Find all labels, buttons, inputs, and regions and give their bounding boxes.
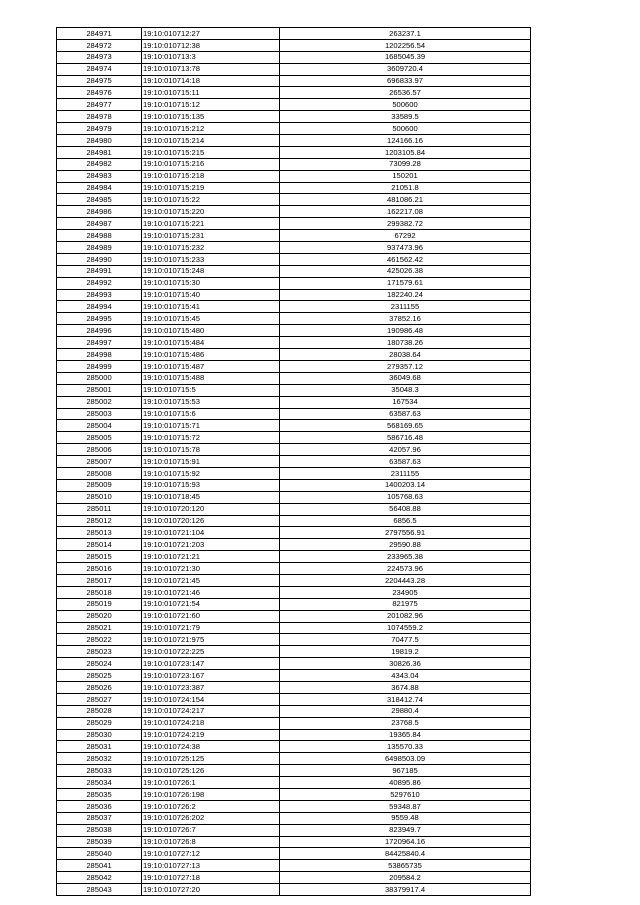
table-row — [57, 634, 531, 646]
value-cell: 481086.21 — [280, 194, 531, 206]
value-cell: 263237.1 — [280, 28, 531, 40]
row-id-cell: 285026 — [57, 681, 142, 693]
cadastral-number-cell: 19:10:010713:3 — [142, 51, 280, 63]
table-row — [57, 194, 531, 206]
cadastral-number-cell: 19:10:010726:198 — [142, 789, 280, 801]
cadastral-number-cell: 19:10:010715:215 — [142, 146, 280, 158]
value-cell: 279357.12 — [280, 360, 531, 372]
table-row — [57, 824, 531, 836]
row-id-cell: 285012 — [57, 515, 142, 527]
cadastral-number-cell: 19:10:010715:486 — [142, 349, 280, 361]
table-row — [57, 539, 531, 551]
table-row — [57, 51, 531, 63]
row-id-cell: 285037 — [57, 812, 142, 824]
row-id-cell: 285022 — [57, 634, 142, 646]
table-row — [57, 75, 531, 87]
row-id-cell: 284976 — [57, 87, 142, 99]
cadastral-number-cell: 19:10:010715:233 — [142, 253, 280, 265]
cadastral-number-cell: 19:10:010727:20 — [142, 884, 280, 896]
table-row — [57, 551, 531, 563]
row-id-cell: 285025 — [57, 670, 142, 682]
table-row — [57, 479, 531, 491]
table-row — [57, 503, 531, 515]
value-cell: 63587.63 — [280, 408, 531, 420]
row-id-cell: 285019 — [57, 598, 142, 610]
value-cell: 1203105.84 — [280, 146, 531, 158]
value-cell: 30826.36 — [280, 658, 531, 670]
cadastral-number-cell: 19:10:010715:218 — [142, 170, 280, 182]
row-id-cell: 285040 — [57, 848, 142, 860]
cadastral-number-cell: 19:10:010715:484 — [142, 337, 280, 349]
table-row — [57, 527, 531, 539]
value-cell: 135570.33 — [280, 741, 531, 753]
cadastral-number-cell: 19:10:010726:1 — [142, 777, 280, 789]
cadastral-number-cell: 19:10:010715:41 — [142, 301, 280, 313]
value-cell: 29880.4 — [280, 705, 531, 717]
row-id-cell: 285035 — [57, 789, 142, 801]
table-row — [57, 884, 531, 896]
value-cell: 2204443.28 — [280, 574, 531, 586]
table-row — [57, 396, 531, 408]
row-id-cell: 284990 — [57, 253, 142, 265]
cadastral-number-cell: 19:10:010725:125 — [142, 753, 280, 765]
row-id-cell: 285010 — [57, 491, 142, 503]
cadastral-number-cell: 19:10:010727:13 — [142, 860, 280, 872]
table-row — [57, 836, 531, 848]
row-id-cell: 284982 — [57, 158, 142, 170]
table-row — [57, 349, 531, 361]
value-cell: 233965.38 — [280, 551, 531, 563]
row-id-cell: 284987 — [57, 218, 142, 230]
value-cell: 3674.88 — [280, 681, 531, 693]
row-id-cell: 284975 — [57, 75, 142, 87]
cadastral-number-cell: 19:10:010721:975 — [142, 634, 280, 646]
table-row — [57, 87, 531, 99]
value-cell: 224573.96 — [280, 563, 531, 575]
row-id-cell: 285023 — [57, 646, 142, 658]
value-cell: 26536.57 — [280, 87, 531, 99]
value-cell: 190986.48 — [280, 325, 531, 337]
table-row — [57, 420, 531, 432]
table-row — [57, 753, 531, 765]
value-cell: 6856.5 — [280, 515, 531, 527]
table-row — [57, 586, 531, 598]
value-cell: 2311155 — [280, 301, 531, 313]
value-cell: 29590.88 — [280, 539, 531, 551]
cadastral-number-cell: 19:10:010721:203 — [142, 539, 280, 551]
table-row — [57, 360, 531, 372]
cadastral-number-cell: 19:10:010715:78 — [142, 444, 280, 456]
value-cell: 73099.28 — [280, 158, 531, 170]
row-id-cell: 285036 — [57, 800, 142, 812]
value-cell: 3609720.4 — [280, 63, 531, 75]
table-row — [57, 170, 531, 182]
value-cell: 299382.72 — [280, 218, 531, 230]
cadastral-number-cell: 19:10:010724:154 — [142, 693, 280, 705]
table-row — [57, 456, 531, 468]
row-id-cell: 284991 — [57, 265, 142, 277]
cadastral-number-cell: 19:10:010724:217 — [142, 705, 280, 717]
value-cell: 2311155 — [280, 467, 531, 479]
value-cell: 21051.8 — [280, 182, 531, 194]
cadastral-number-cell: 19:10:010712:27 — [142, 28, 280, 40]
row-id-cell: 284998 — [57, 349, 142, 361]
table-row — [57, 39, 531, 51]
cadastral-number-cell: 19:10:010723:147 — [142, 658, 280, 670]
cadastral-number-cell: 19:10:010714:18 — [142, 75, 280, 87]
table-row — [57, 289, 531, 301]
table-row — [57, 265, 531, 277]
row-id-cell: 284973 — [57, 51, 142, 63]
value-cell: 38379917.4 — [280, 884, 531, 896]
table-row — [57, 598, 531, 610]
row-id-cell: 285015 — [57, 551, 142, 563]
table-body — [57, 28, 531, 896]
table-row — [57, 408, 531, 420]
cadastral-number-cell: 19:10:010715:248 — [142, 265, 280, 277]
value-cell: 19819.2 — [280, 646, 531, 658]
value-cell: 5297610 — [280, 789, 531, 801]
table-row — [57, 765, 531, 777]
row-id-cell: 284996 — [57, 325, 142, 337]
row-id-cell: 284994 — [57, 301, 142, 313]
cadastral-number-cell: 19:10:010724:38 — [142, 741, 280, 753]
row-id-cell: 284999 — [57, 360, 142, 372]
table-row — [57, 693, 531, 705]
value-cell: 171579.61 — [280, 277, 531, 289]
row-id-cell: 285018 — [57, 586, 142, 598]
table-row — [57, 384, 531, 396]
table-row — [57, 337, 531, 349]
value-cell: 40895.86 — [280, 777, 531, 789]
cadastral-number-cell: 19:10:010726:2 — [142, 800, 280, 812]
value-cell: 823949.7 — [280, 824, 531, 836]
row-id-cell: 285006 — [57, 444, 142, 456]
value-cell: 425026.38 — [280, 265, 531, 277]
cadastral-number-cell: 19:10:010712:38 — [142, 39, 280, 51]
cadastral-number-cell: 19:10:010715:92 — [142, 467, 280, 479]
row-id-cell: 284979 — [57, 123, 142, 135]
value-cell: 36049.68 — [280, 372, 531, 384]
value-cell: 209584.2 — [280, 872, 531, 884]
table-row — [57, 658, 531, 670]
table-row — [57, 800, 531, 812]
table-row — [57, 182, 531, 194]
cadastral-number-cell: 19:10:010715:212 — [142, 123, 280, 135]
value-cell: 1202256.54 — [280, 39, 531, 51]
cadastral-number-cell: 19:10:010721:21 — [142, 551, 280, 563]
cadastral-number-cell: 19:10:010721:54 — [142, 598, 280, 610]
cadastral-number-cell: 19:10:010715:488 — [142, 372, 280, 384]
row-id-cell: 285000 — [57, 372, 142, 384]
value-cell: 53865735 — [280, 860, 531, 872]
value-cell: 2797556.91 — [280, 527, 531, 539]
value-cell: 586716.48 — [280, 432, 531, 444]
value-cell: 56408.88 — [280, 503, 531, 515]
table-row — [57, 372, 531, 384]
row-id-cell: 284972 — [57, 39, 142, 51]
row-id-cell: 285024 — [57, 658, 142, 670]
table-row — [57, 860, 531, 872]
row-id-cell: 285021 — [57, 622, 142, 634]
cadastral-number-cell: 19:10:010720:126 — [142, 515, 280, 527]
cadastral-number-cell: 19:10:010715:232 — [142, 242, 280, 254]
row-id-cell: 285027 — [57, 693, 142, 705]
cadastral-number-cell: 19:10:010726:7 — [142, 824, 280, 836]
cadastral-number-cell: 19:10:010715:221 — [142, 218, 280, 230]
value-cell: 33589.5 — [280, 111, 531, 123]
table-row — [57, 28, 531, 40]
row-id-cell: 285029 — [57, 717, 142, 729]
row-id-cell: 285017 — [57, 574, 142, 586]
value-cell: 1400203.14 — [280, 479, 531, 491]
table-row — [57, 646, 531, 658]
table-row — [57, 111, 531, 123]
table-row — [57, 848, 531, 860]
table-row — [57, 610, 531, 622]
row-id-cell: 285008 — [57, 467, 142, 479]
table-row — [57, 313, 531, 325]
table-row — [57, 622, 531, 634]
table-row — [57, 253, 531, 265]
value-cell: 70477.5 — [280, 634, 531, 646]
row-id-cell: 284980 — [57, 135, 142, 147]
cadastral-number-cell: 19:10:010721:30 — [142, 563, 280, 575]
table-row — [57, 206, 531, 218]
data-table — [56, 27, 531, 896]
table-row — [57, 872, 531, 884]
value-cell: 67292 — [280, 230, 531, 242]
value-cell: 1074559.2 — [280, 622, 531, 634]
row-id-cell: 285030 — [57, 729, 142, 741]
row-id-cell: 284992 — [57, 277, 142, 289]
value-cell: 35048.3 — [280, 384, 531, 396]
value-cell: 42057.96 — [280, 444, 531, 456]
table-row — [57, 432, 531, 444]
cadastral-number-cell: 19:10:010715:6 — [142, 408, 280, 420]
cadastral-number-cell: 19:10:010715:480 — [142, 325, 280, 337]
row-id-cell: 285013 — [57, 527, 142, 539]
value-cell: 461562.42 — [280, 253, 531, 265]
cadastral-number-cell: 19:10:010715:5 — [142, 384, 280, 396]
value-cell: 59348.87 — [280, 800, 531, 812]
cadastral-number-cell: 19:10:010720:120 — [142, 503, 280, 515]
row-id-cell: 285028 — [57, 705, 142, 717]
cadastral-number-cell: 19:10:010715:231 — [142, 230, 280, 242]
row-id-cell: 285032 — [57, 753, 142, 765]
table-row — [57, 325, 531, 337]
value-cell: 500600 — [280, 123, 531, 135]
row-id-cell: 284997 — [57, 337, 142, 349]
row-id-cell: 284993 — [57, 289, 142, 301]
value-cell: 180738.26 — [280, 337, 531, 349]
cadastral-number-cell: 19:10:010721:79 — [142, 622, 280, 634]
cadastral-number-cell: 19:10:010715:12 — [142, 99, 280, 111]
row-id-cell: 284989 — [57, 242, 142, 254]
cadastral-number-cell: 19:10:010725:126 — [142, 765, 280, 777]
table-row — [57, 301, 531, 313]
value-cell: 937473.96 — [280, 242, 531, 254]
table-row — [57, 563, 531, 575]
row-id-cell: 284985 — [57, 194, 142, 206]
cadastral-number-cell: 19:10:010715:71 — [142, 420, 280, 432]
table-row — [57, 741, 531, 753]
table-row — [57, 146, 531, 158]
cadastral-number-cell: 19:10:010715:487 — [142, 360, 280, 372]
table-row — [57, 135, 531, 147]
row-id-cell: 285043 — [57, 884, 142, 896]
row-id-cell: 284983 — [57, 170, 142, 182]
table-row — [57, 515, 531, 527]
table-row — [57, 444, 531, 456]
table-row — [57, 230, 531, 242]
value-cell: 167534 — [280, 396, 531, 408]
row-id-cell: 285041 — [57, 860, 142, 872]
row-id-cell: 284988 — [57, 230, 142, 242]
cadastral-number-cell: 19:10:010726:202 — [142, 812, 280, 824]
value-cell: 84425840.4 — [280, 848, 531, 860]
table-row — [57, 777, 531, 789]
value-cell: 150201 — [280, 170, 531, 182]
cadastral-number-cell: 19:10:010722:225 — [142, 646, 280, 658]
table-row — [57, 681, 531, 693]
cadastral-number-cell: 19:10:010715:40 — [142, 289, 280, 301]
table-row — [57, 729, 531, 741]
row-id-cell: 284981 — [57, 146, 142, 158]
cadastral-number-cell: 19:10:010715:22 — [142, 194, 280, 206]
value-cell: 124166.16 — [280, 135, 531, 147]
cadastral-number-cell: 19:10:010715:220 — [142, 206, 280, 218]
row-id-cell: 285039 — [57, 836, 142, 848]
row-id-cell: 284974 — [57, 63, 142, 75]
row-id-cell: 285004 — [57, 420, 142, 432]
cadastral-number-cell: 19:10:010727:12 — [142, 848, 280, 860]
table-row — [57, 467, 531, 479]
row-id-cell: 285002 — [57, 396, 142, 408]
row-id-cell: 284978 — [57, 111, 142, 123]
cadastral-number-cell: 19:10:010718:45 — [142, 491, 280, 503]
cadastral-number-cell: 19:10:010715:72 — [142, 432, 280, 444]
value-cell: 23768.5 — [280, 717, 531, 729]
value-cell: 105768.63 — [280, 491, 531, 503]
cadastral-number-cell: 19:10:010715:135 — [142, 111, 280, 123]
cadastral-number-cell: 19:10:010715:45 — [142, 313, 280, 325]
row-id-cell: 285042 — [57, 872, 142, 884]
value-cell: 162217.08 — [280, 206, 531, 218]
row-id-cell: 285014 — [57, 539, 142, 551]
cadastral-number-cell: 19:10:010715:219 — [142, 182, 280, 194]
row-id-cell: 285011 — [57, 503, 142, 515]
table-row — [57, 717, 531, 729]
row-id-cell: 284971 — [57, 28, 142, 40]
value-cell: 1685045.39 — [280, 51, 531, 63]
cadastral-number-cell: 19:10:010715:93 — [142, 479, 280, 491]
row-id-cell: 285009 — [57, 479, 142, 491]
row-id-cell: 285020 — [57, 610, 142, 622]
table-row — [57, 789, 531, 801]
cadastral-number-cell: 19:10:010713:78 — [142, 63, 280, 75]
cadastral-number-cell: 19:10:010715:214 — [142, 135, 280, 147]
row-id-cell: 285007 — [57, 456, 142, 468]
value-cell: 201082.96 — [280, 610, 531, 622]
table-row — [57, 670, 531, 682]
cadastral-number-cell: 19:10:010715:53 — [142, 396, 280, 408]
row-id-cell: 285016 — [57, 563, 142, 575]
cadastral-number-cell: 19:10:010715:11 — [142, 87, 280, 99]
row-id-cell: 285003 — [57, 408, 142, 420]
row-id-cell: 285038 — [57, 824, 142, 836]
value-cell: 182240.24 — [280, 289, 531, 301]
cadastral-number-cell: 19:10:010721:45 — [142, 574, 280, 586]
row-id-cell: 285034 — [57, 777, 142, 789]
cadastral-number-cell: 19:10:010715:30 — [142, 277, 280, 289]
value-cell: 500600 — [280, 99, 531, 111]
value-cell: 63587.63 — [280, 456, 531, 468]
table-row — [57, 158, 531, 170]
value-cell: 696833.97 — [280, 75, 531, 87]
cadastral-number-cell: 19:10:010721:104 — [142, 527, 280, 539]
table-row — [57, 99, 531, 111]
row-id-cell: 284986 — [57, 206, 142, 218]
cadastral-number-cell: 19:10:010715:216 — [142, 158, 280, 170]
value-cell: 28038.64 — [280, 349, 531, 361]
cadastral-number-cell: 19:10:010721:46 — [142, 586, 280, 598]
cadastral-number-cell: 19:10:010723:387 — [142, 681, 280, 693]
value-cell: 568169.65 — [280, 420, 531, 432]
row-id-cell: 284984 — [57, 182, 142, 194]
table-row — [57, 574, 531, 586]
cadastral-number-cell: 19:10:010727:18 — [142, 872, 280, 884]
table-row — [57, 123, 531, 135]
row-id-cell: 284995 — [57, 313, 142, 325]
value-cell: 4343.04 — [280, 670, 531, 682]
value-cell: 318412.74 — [280, 693, 531, 705]
row-id-cell: 285005 — [57, 432, 142, 444]
row-id-cell: 284977 — [57, 99, 142, 111]
table-row — [57, 491, 531, 503]
table-row — [57, 63, 531, 75]
value-cell: 19365.84 — [280, 729, 531, 741]
value-cell: 821975 — [280, 598, 531, 610]
value-cell: 37852.16 — [280, 313, 531, 325]
value-cell: 6498503.09 — [280, 753, 531, 765]
table-row — [57, 705, 531, 717]
cadastral-number-cell: 19:10:010721:60 — [142, 610, 280, 622]
value-cell: 1720964.16 — [280, 836, 531, 848]
table-row — [57, 218, 531, 230]
table-row — [57, 242, 531, 254]
row-id-cell: 285033 — [57, 765, 142, 777]
value-cell: 234905 — [280, 586, 531, 598]
row-id-cell: 285001 — [57, 384, 142, 396]
cadastral-number-cell: 19:10:010724:219 — [142, 729, 280, 741]
cadastral-number-cell: 19:10:010724:218 — [142, 717, 280, 729]
table-row — [57, 812, 531, 824]
row-id-cell: 285031 — [57, 741, 142, 753]
value-cell: 9559.48 — [280, 812, 531, 824]
table-row — [57, 277, 531, 289]
cadastral-number-cell: 19:10:010726:8 — [142, 836, 280, 848]
cadastral-number-cell: 19:10:010723:167 — [142, 670, 280, 682]
cadastral-number-cell: 19:10:010715:91 — [142, 456, 280, 468]
value-cell: 967185 — [280, 765, 531, 777]
